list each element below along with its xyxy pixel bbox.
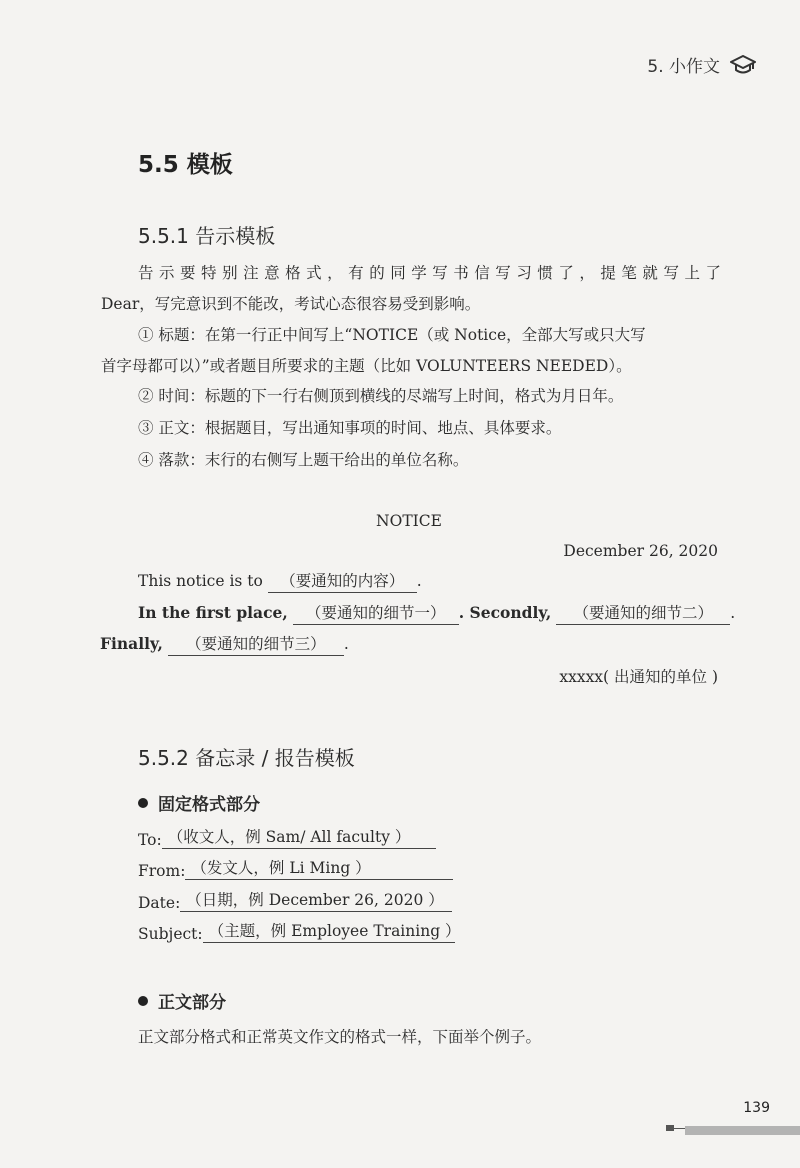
notice-heading: NOTICE [376, 512, 442, 530]
notice-section-title: 5.5.1 告示模板 [138, 224, 276, 248]
point-3: ③ 正文：根据题目，写出通知事项的时间、地点、具体要求。 [138, 419, 562, 437]
blank-detail-3: （要通知的细节三） [168, 633, 344, 656]
intro-line-2: Dear，写完意识到不能改，考试心态很容易受到影响。 [101, 295, 481, 313]
memo-row-date [138, 889, 452, 912]
memo-section-title: 5.5.2 备忘录 / 报告模板 [138, 746, 355, 770]
blank-content: （要通知的内容） [268, 570, 417, 593]
blank-detail-2: （要通知的细节二） [556, 602, 730, 625]
body-text: 正文部分格式和正常英文作文的格式一样，下面举个例子。 [138, 1028, 542, 1046]
blank-detail-1: （要通知的细节一） [293, 602, 459, 625]
memo-from-value: （发文人，例 Li Ming ） [185, 857, 453, 880]
graduation-cap-icon [730, 55, 756, 75]
bullet-dot-icon [138, 798, 148, 808]
footer-bar [685, 1126, 800, 1135]
memo-to-label: To: [138, 831, 162, 849]
memo-to-value: （收文人，例 Sam/ All faculty ） [162, 826, 436, 849]
line-2-end: . [730, 604, 736, 622]
finally-label: Finally, [100, 634, 163, 653]
memo-row-subject [138, 920, 461, 943]
notice-line-2 [138, 597, 735, 629]
first-place-label: In the first place, [138, 603, 288, 622]
body-heading [138, 988, 226, 1013]
point-1-line-2: 首字母都可以）”或者题目所要求的主题（比如 VOLUNTEERS NEEDED）。 [101, 357, 632, 375]
point-2: ② 时间：标题的下一行右侧顶到横线的尽端写上时间，格式为月日年。 [138, 387, 624, 405]
notice-line-3 [100, 628, 349, 660]
memo-from-label: From: [138, 862, 186, 880]
intro-line-1: 告示要特别注意格式，有的同学写书信写习惯了，提笔就写上了 [138, 264, 721, 282]
point-1 [101, 320, 646, 382]
memo-row-to [138, 826, 436, 849]
chapter-label: 5. 小作文 [647, 57, 720, 77]
fixed-format-heading [138, 790, 260, 815]
running-header [647, 52, 756, 77]
line-1-suffix: . [416, 572, 422, 590]
fixed-format-label: 固定格式部分 [158, 795, 260, 815]
memo-date-label: Date: [138, 894, 181, 912]
memo-subject-label: Subject: [138, 925, 203, 943]
line-1-prefix: This notice is to [138, 572, 263, 590]
memo-subject-value: （主题，例 Employee Training ） [203, 920, 455, 943]
notice-line-1 [138, 566, 422, 597]
notice-intro [101, 258, 721, 320]
memo-row-from [138, 857, 453, 880]
notice-signature: xxxxx( 出通知的单位 ) [559, 668, 718, 686]
notice-date: December 26, 2020 [563, 542, 718, 560]
section-title: 5.5 模板 [138, 152, 233, 178]
secondly-label: . Secondly, [458, 603, 552, 622]
page-number: 139 [743, 1100, 770, 1116]
line-3-end: . [343, 635, 349, 653]
point-4: ④ 落款：末行的右侧写上题干给出的单位名称。 [138, 451, 469, 469]
bullet-dot-icon [138, 996, 148, 1006]
body-heading-label: 正文部分 [158, 993, 226, 1013]
point-1-line-1: ① 标题：在第一行正中间写上“NOTICE（或 Notice，全部大写或只大写 [138, 326, 646, 344]
memo-date-value: （日期，例 December 26, 2020 ） [180, 889, 452, 912]
